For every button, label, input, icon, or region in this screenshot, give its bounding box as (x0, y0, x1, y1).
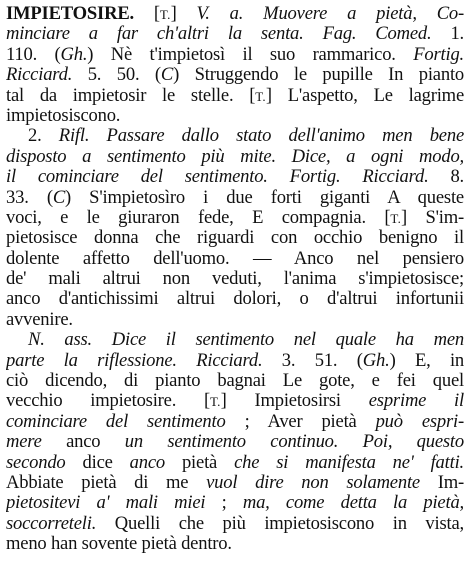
text-segment: cominciare del sentimento (6, 411, 226, 432)
text-segment: un sentimento continuo. Poi, questo (124, 432, 464, 453)
text-line (6, 4, 464, 24)
text-segment: ma, come detta la pietà, (242, 493, 464, 514)
text-segment: voci, e le giuraron fede, E compagnia. [ (6, 207, 391, 228)
text-line (6, 391, 464, 411)
text-segment: ) E, in (389, 350, 464, 371)
text-line (6, 106, 464, 126)
text-segment: avvenire. (6, 309, 73, 330)
text-segment: può espri- (375, 411, 464, 432)
text-segment: Abbiate pietà di me (6, 472, 207, 493)
text-segment: pietositevi a' mali miei (6, 493, 206, 514)
text-segment: pietosisce donna che riguardi con occhio benigno il (6, 228, 464, 249)
text-segment: 3. 51. ( (262, 350, 363, 371)
text-segment: Fortig. (413, 44, 464, 65)
text-segment: mere (6, 432, 42, 453)
text-segment: ] S'im- (401, 207, 464, 228)
text-segment: ] Impietosirsi (220, 391, 369, 412)
text-segment: Gh. (362, 350, 390, 371)
text-line (6, 208, 464, 228)
text-segment: de' mali altrui non veduti, l'anima s'impietosisce; (6, 269, 464, 290)
text-segment: disposto a sentimento più mite. Dice, a ogni modo, (6, 146, 464, 167)
text-line (6, 249, 464, 269)
text-segment: minciare a far ch'altri la senta. Fag. Comed. (6, 24, 432, 45)
text-line (6, 24, 464, 44)
text-segment: 2. (28, 126, 59, 147)
text-segment: parte la riflessione. Ricciard. (6, 350, 263, 371)
text-segment: anco d'antichissimi altrui dolori, o d'altrui infortunii (6, 289, 464, 310)
text-segment: V. a. Muovere a pietà, Co- (196, 4, 464, 24)
text-line (6, 371, 464, 391)
text-segment: Im- (419, 472, 464, 493)
text-segment: ] L'aspetto, Le lagrime (265, 85, 464, 106)
text-line (6, 86, 464, 106)
text-line (6, 126, 464, 146)
text-segment: 1. (431, 24, 464, 45)
text-line (6, 147, 464, 167)
text-segment: Rifl. Passare dallo stato dell'animo men bene (58, 126, 464, 147)
text-line (6, 45, 464, 65)
text-segment: dolente affetto dell'uomo. — Anco nel pensiero (6, 248, 464, 269)
text-segment: ) Nè t'impietosì il suo rammarico. (87, 44, 414, 65)
text-segment: meno han sovente pietà dentro. (6, 534, 232, 555)
text-segment: IMPIETOSIRE. (6, 4, 134, 24)
text-segment: ) S'impietosìro i due forti giganti A queste (65, 187, 464, 208)
text-segment: C (160, 65, 174, 86)
text-line (6, 330, 464, 350)
text-segment: 5. 50. ( (72, 65, 161, 86)
text-segment: pietà (164, 452, 235, 473)
text-segment: 8. (428, 167, 464, 188)
text-line (6, 228, 464, 248)
text-line (6, 432, 464, 452)
text-segment: [ (133, 4, 160, 24)
text-segment: T. (255, 88, 266, 104)
text-segment: ; Aver pietà (225, 411, 376, 432)
text-line (6, 473, 464, 493)
text-line (6, 453, 464, 473)
text-segment: 110. ( (6, 44, 61, 65)
text-segment: anco (41, 432, 125, 453)
text-segment: ] (170, 4, 197, 24)
text-line (6, 493, 464, 513)
text-segment: Quelli che più impietosiscono in vista, (96, 513, 464, 534)
text-segment: vuol dire non solamente (206, 472, 420, 493)
text-segment: impietosiscono. (6, 105, 121, 126)
text-segment: ; (205, 493, 243, 514)
text-segment: vecchio impietosire. [ (6, 391, 210, 412)
text-segment: ciò dicendo, di pianto bagnai Le gote, e fei quel (6, 371, 464, 392)
text-segment: secondo (6, 452, 66, 473)
text-line (6, 289, 464, 309)
text-line (6, 412, 464, 432)
text-segment: dice (65, 452, 130, 473)
text-segment: soccorreteli. (6, 513, 97, 534)
text-line (6, 351, 464, 371)
text-line (6, 65, 464, 85)
text-segment: ) Struggendo le pupille In pianto (173, 65, 464, 86)
text-line (6, 167, 464, 187)
text-segment: che si manifesta ne' fatti. (234, 452, 464, 473)
text-segment: T. (159, 7, 171, 22)
text-segment: Ricciard. (6, 65, 73, 86)
text-segment: il cominciare del sentimento. Fortig. Ricciard. (6, 167, 429, 188)
text-line (6, 269, 464, 289)
text-line (6, 514, 464, 534)
text-line (6, 310, 464, 330)
text-segment: C (52, 187, 66, 208)
text-line (6, 188, 464, 208)
text-segment: T. (390, 210, 402, 226)
text-segment: N. ass. Dice il sentimento nel quale ha men (28, 330, 464, 351)
text-line (6, 534, 464, 554)
text-segment: Gh. (60, 44, 88, 65)
text-segment: tal da impietosir le stelle. [ (6, 85, 256, 106)
text-segment: esprime il (368, 391, 464, 412)
text-segment: T. (210, 394, 221, 410)
text-segment: anco (129, 452, 165, 473)
text-segment: 33. ( (6, 187, 53, 208)
